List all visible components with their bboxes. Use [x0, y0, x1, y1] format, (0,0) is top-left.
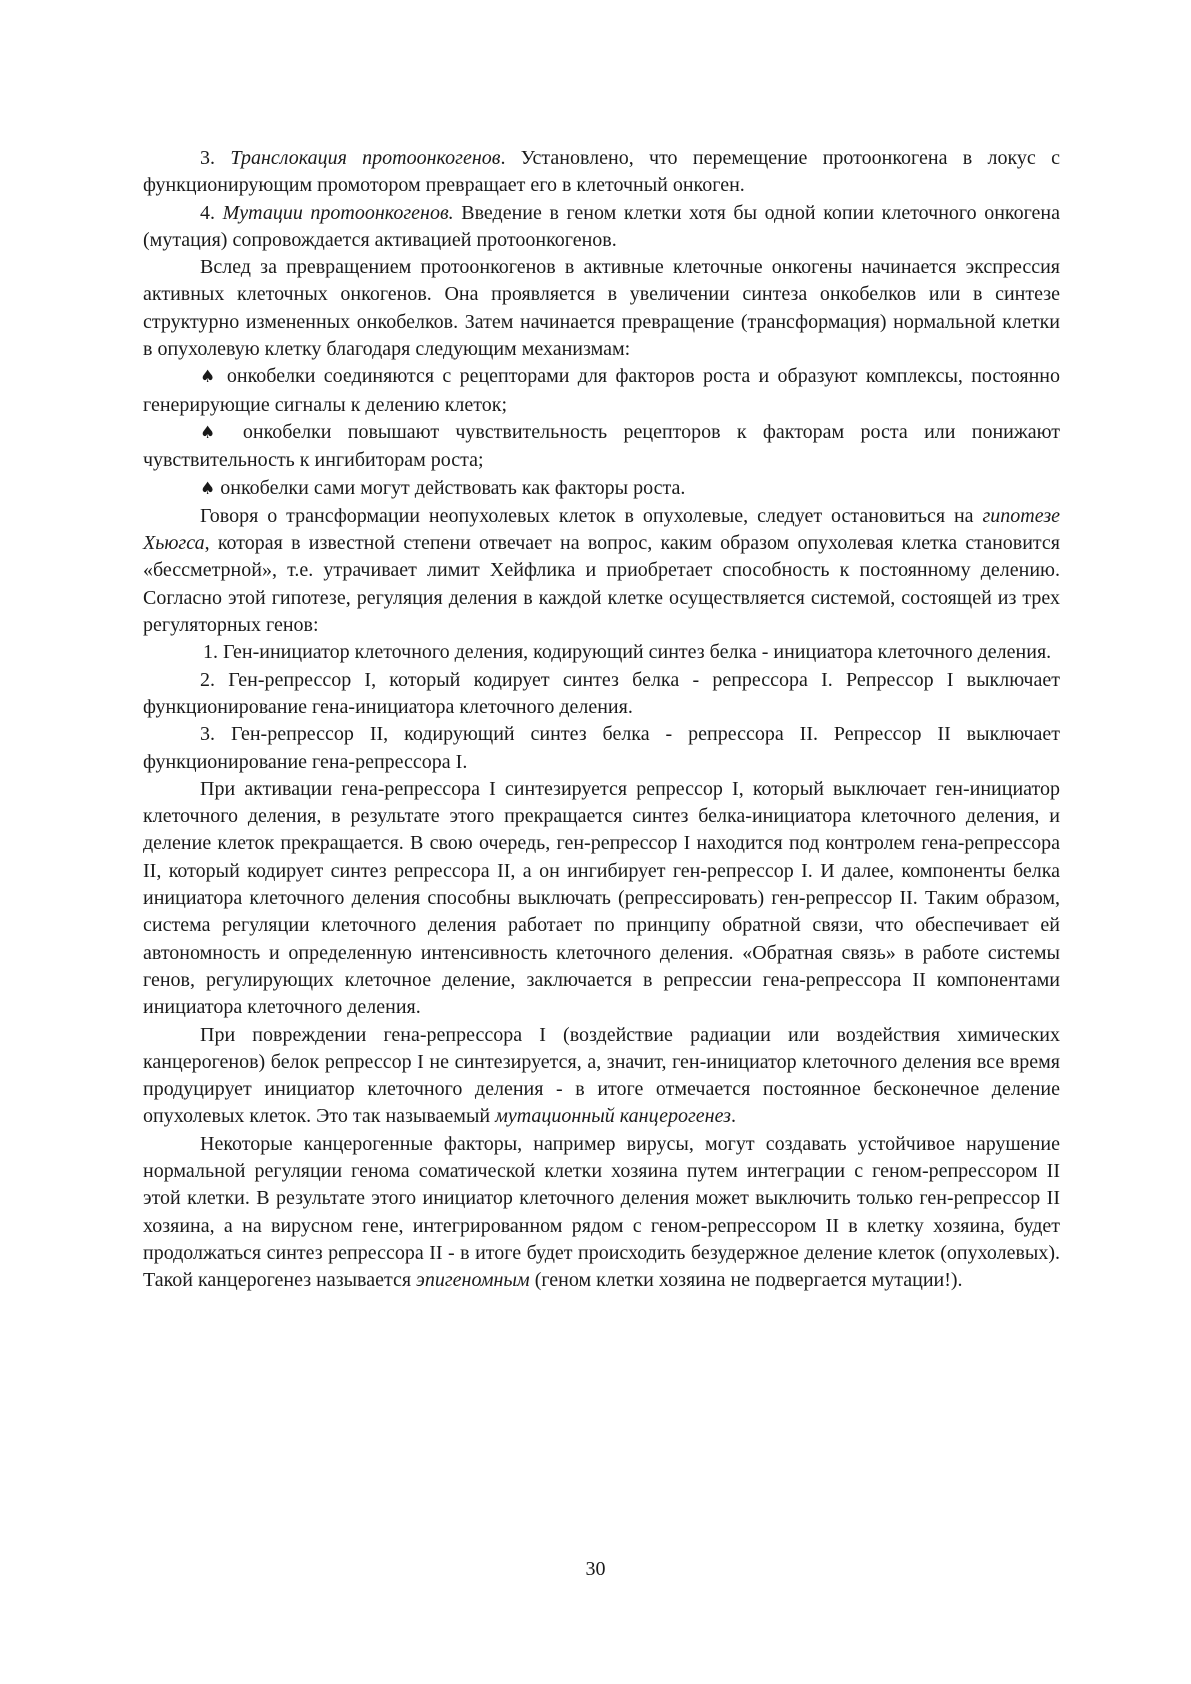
paragraph [143, 639, 1060, 666]
text-run: , которая в известной степени отвечает на вопрос, каким образом опухолевая клетка становится «бессметрной», т.е. утрачивает лимит Хейфлика и приобретает способность к постоянному делению. Согласно этой гипотезе, регуляция деления в каждой клетке осуществляется системой, состоящей из трех регуляторных генов: [143, 532, 1060, 637]
text-run: . Установлено, что перемещение протоонкогена в локус с функционирующим промотором превращает его в клеточный онкоген. [143, 147, 1061, 197]
text-run: При повреждении гена-репрессора I (воздействие радиации или воздействия химических канцерогенов) белок репрессор I не синтезируется, а, значит, ген-инициатор клеточного деления все время продуцирует инициатор клеточного деления - в итоге отмечается постоянное бесконечное деление опухолевых клеток. Это так называемый [143, 1023, 1060, 1128]
italic-term: Мутации протоонкогенов. [222, 201, 454, 224]
text-run: 3. Ген-репрессор II, кодирующий синтез белка - репрессора II. Репрессор II выключает функционирование гена-репрессора I. [143, 723, 1060, 773]
text-run: Введение в геном клетки хотя бы одной копии клеточного онкогена (мутация) сопровождается активацией протоонкогенов. [143, 201, 1061, 251]
spade-bullet-icon: ♠ [200, 478, 216, 499]
text-run: (геном клетки хозяина не подвергается мутации!). [529, 1269, 963, 1292]
paragraph [143, 503, 1060, 639]
paragraph [143, 667, 1060, 722]
italic-term: эпигеномным [416, 1269, 530, 1292]
paragraph [143, 721, 1060, 776]
text-run: . [730, 1105, 736, 1128]
text-run: 4. [200, 201, 223, 224]
spade-bullet-icon: ♠ [200, 367, 219, 388]
text-run: 3. [200, 147, 231, 169]
italic-term: Транслокация протоонкогенов [230, 147, 501, 169]
page-number: 30 [585, 1558, 606, 1580]
paragraph [143, 200, 1060, 255]
bullet-item [143, 419, 1060, 475]
text-run: онкобелки сами могут действовать как факторы роста. [215, 476, 686, 499]
paragraph [143, 145, 1060, 200]
paragraph [143, 1131, 1060, 1295]
body-text [143, 145, 1060, 1294]
paragraph [143, 254, 1060, 363]
text-run: При активации гена-репрессора I синтезируется репрессор I, который выключает ген-инициатор клеточного деления, в результате этого прекращается синтез белка-инициатора клеточного деления, и деление клеток прекращается. В свою очередь, ген-репрессор I находится под контролем гена-репрессора II, который кодирует синтез репрессора II, а он ингибирует ген-репрессор I. И далее, компоненты белка инициатора клеточного деления способны выключать (репрессировать) ген-репрессор II. Таким образом, система регуляции клеточного деления работает по принципу обратной связи, что обеспечивает ей автономность и определенную интенсивность клеточного деления. «Обратная связь» в работе системы генов, регулирующих клеточное деление, заключается в репрессии гена-репрессора II компонентами инициатора клеточного деления. [143, 777, 1060, 1019]
italic-term: гипотезе Хьюгса [143, 504, 1060, 555]
text-run: онкобелки соединяются с рецепторами для факторов роста и образуют комплексы, постоянно генерирующие сигналы к делению клеток; [143, 365, 1060, 416]
italic-term: мутационный канцерогенез [495, 1105, 731, 1128]
text-run: 2. Ген-репрессор I, который кодирует синтез белка - репрессора I. Репрессор I выключает функционирование гена-инициатора клеточного деления. [143, 668, 1060, 718]
text-run: Некоторые канцерогенные факторы, например вирусы, могут создавать устойчивое нарушение нормальной регуляции генома соматической клетки хозяина путем интеграции с геном-репрессором II этой клетки. В результате этого инициатор клеточного деления может выключить только ген-репрессор II хозяина, а на вирусном гене, интегрированном рядом с геном-репрессором II в клетку хозяина, будет продолжаться синтез репрессора II - в итоге будет происходить безудержное деление клеток (опухолевых). Такой канцерогенез называется [143, 1132, 1060, 1292]
text-run: 1. Ген-инициатор клеточного деления, кодирующий синтез белка - инициатора клеточного деления. [203, 641, 1052, 664]
paragraph [143, 776, 1060, 1022]
bullet-item [143, 363, 1060, 419]
text-run: Вслед за превращением протоонкогенов в активные клеточные онкогены начинается экспрессия активных клеточных онкогенов. Она проявляется в увеличении синтеза онкобелков или в синтезе структурно измененных онкобелков. Затем начинается превращение (трансформация) нормальной клетки в опухолевую клетку благодаря следующим механизмам: [143, 256, 1060, 361]
spade-bullet-icon: ♠ [200, 422, 227, 443]
text-run: онкобелки повышают чувствительность рецепторов к факторам роста или понижают чувствительность к ингибиторам роста; [143, 420, 1060, 472]
paragraph [143, 1022, 1060, 1131]
bullet-item [143, 475, 1060, 503]
text-run: Говоря о трансформации неопухолевых клеток в опухолевые, следует остановиться на [200, 504, 983, 527]
